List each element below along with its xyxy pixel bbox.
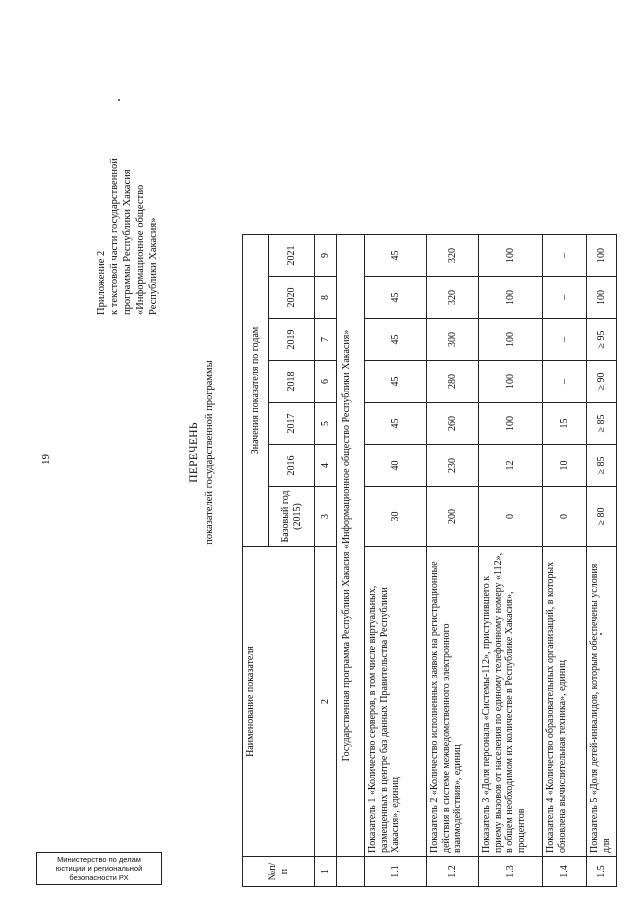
year-value: – (543, 319, 587, 361)
year-value: 100 (479, 361, 543, 403)
year-value: 260 (427, 403, 479, 445)
header-values-by-year: Значения показателя по годам (243, 235, 269, 547)
year-value: 45 (365, 361, 427, 403)
year-value: – (543, 235, 587, 277)
stamp-line: безопасности РХ (69, 873, 129, 882)
column-number: 1 (315, 857, 337, 887)
year-value: 280 (427, 361, 479, 403)
year-value: ≥ 90 (587, 361, 617, 403)
year-value: 100 (587, 235, 617, 277)
table-header-row (243, 235, 269, 887)
year-value: ≥ 95 (587, 319, 617, 361)
appendix-line: Приложение 2 (96, 250, 107, 315)
year-value: 320 (427, 235, 479, 277)
year-value: 45 (365, 403, 427, 445)
stamp-line: Министерство по делам (57, 855, 141, 864)
year-value: 100 (479, 403, 543, 445)
scan-speck (118, 99, 120, 101)
row-number: 1.1 (365, 857, 427, 887)
ministry-stamp (36, 852, 162, 885)
base-value: 30 (365, 487, 427, 547)
appendix-note (95, 45, 160, 315)
year-value: 45 (365, 319, 427, 361)
column-number: 3 (315, 487, 337, 547)
table-row (543, 235, 587, 887)
appendix-line: программы Республики Хакасия (122, 169, 133, 315)
page-number: 19 (40, 454, 52, 465)
header-base-year: Базовый год (2015) (269, 487, 315, 547)
column-number: 7 (315, 319, 337, 361)
stamp-line: юстиции и региональной (55, 864, 143, 873)
header-year: 2020 (269, 277, 315, 319)
table-row (365, 235, 427, 887)
header-year: 2021 (269, 235, 315, 277)
year-value: 15 (543, 403, 587, 445)
header-year: 2018 (269, 361, 315, 403)
year-value: 100 (479, 235, 543, 277)
header-number: №п/п (243, 857, 315, 887)
year-value: 10 (543, 445, 587, 487)
appendix-line: Республики Хакасия» (148, 217, 159, 315)
column-number: 2 (315, 547, 337, 857)
table-row (587, 235, 617, 887)
column-number: 5 (315, 403, 337, 445)
row-number: 1.2 (427, 857, 479, 887)
base-value: 200 (427, 487, 479, 547)
base-value: 0 (543, 487, 587, 547)
indicator-name: Показатель 4 «Количество образовательных организаций, в которых обновлена вычислительная техника», единиц (543, 547, 587, 857)
indicator-name: Показатель 3 «Доля персонала «Системы-112», приступившего к приему вызовов от населения по единому телефонному номеру «112», в общем необходимом их количестве в Республике Хакасия», процентов (479, 547, 543, 857)
year-value: 100 (587, 277, 617, 319)
year-value: – (543, 361, 587, 403)
document-title: ПЕРЕЧЕНЬ (188, 422, 200, 483)
header-indicator-name: Наименование показателя (243, 547, 315, 857)
table-row (479, 235, 543, 887)
header-year: 2019 (269, 319, 315, 361)
row-number: 1.3 (479, 857, 543, 887)
section-spacer (337, 857, 365, 887)
year-value: – (543, 277, 587, 319)
indicators-table (242, 234, 617, 887)
header-year: 2017 (269, 403, 315, 445)
year-value: 12 (479, 445, 543, 487)
row-number: 1.4 (543, 857, 587, 887)
base-value: 0 (479, 487, 543, 547)
column-number: 9 (315, 235, 337, 277)
section-title: Государственная программа Республики Хакасия «Информационное общество Республики Хакасия» (337, 235, 365, 857)
column-number: 8 (315, 277, 337, 319)
appendix-line: «Информационное общество (135, 184, 146, 315)
column-number: 4 (315, 445, 337, 487)
appendix-line: к текстовой части государственной (109, 158, 120, 315)
year-value: 40 (365, 445, 427, 487)
year-value: 300 (427, 319, 479, 361)
year-value: 230 (427, 445, 479, 487)
year-value: 100 (479, 277, 543, 319)
year-value: 45 (365, 277, 427, 319)
row-number: 1.5 (587, 857, 617, 887)
year-value: 100 (479, 319, 543, 361)
year-value: 320 (427, 277, 479, 319)
indicator-name: Показатель 1 «Количество серверов, в том числе виртуальных, размещенных в центре баз данных Правительства Республики Хакасия», единиц (365, 547, 427, 857)
year-value: ≥ 85 (587, 403, 617, 445)
section-row (337, 235, 365, 887)
indicator-name: Показатель 2 «Количество исполненных заявок на регистрационные действия в системе межведомственного электронного взаимодействия», единиц (427, 547, 479, 857)
year-value: ≥ 85 (587, 445, 617, 487)
year-value: 45 (365, 235, 427, 277)
table-row (427, 235, 479, 887)
numbering-row (315, 235, 337, 887)
document-subtitle: показателей государственной программы (204, 360, 215, 545)
base-value: ≥ 80 (587, 487, 617, 547)
column-number: 6 (315, 361, 337, 403)
indicator-name: Показатель 5 «Доля детей-инвалидов, которым обеспечены условия для (587, 547, 617, 857)
header-year: 2016 (269, 445, 315, 487)
